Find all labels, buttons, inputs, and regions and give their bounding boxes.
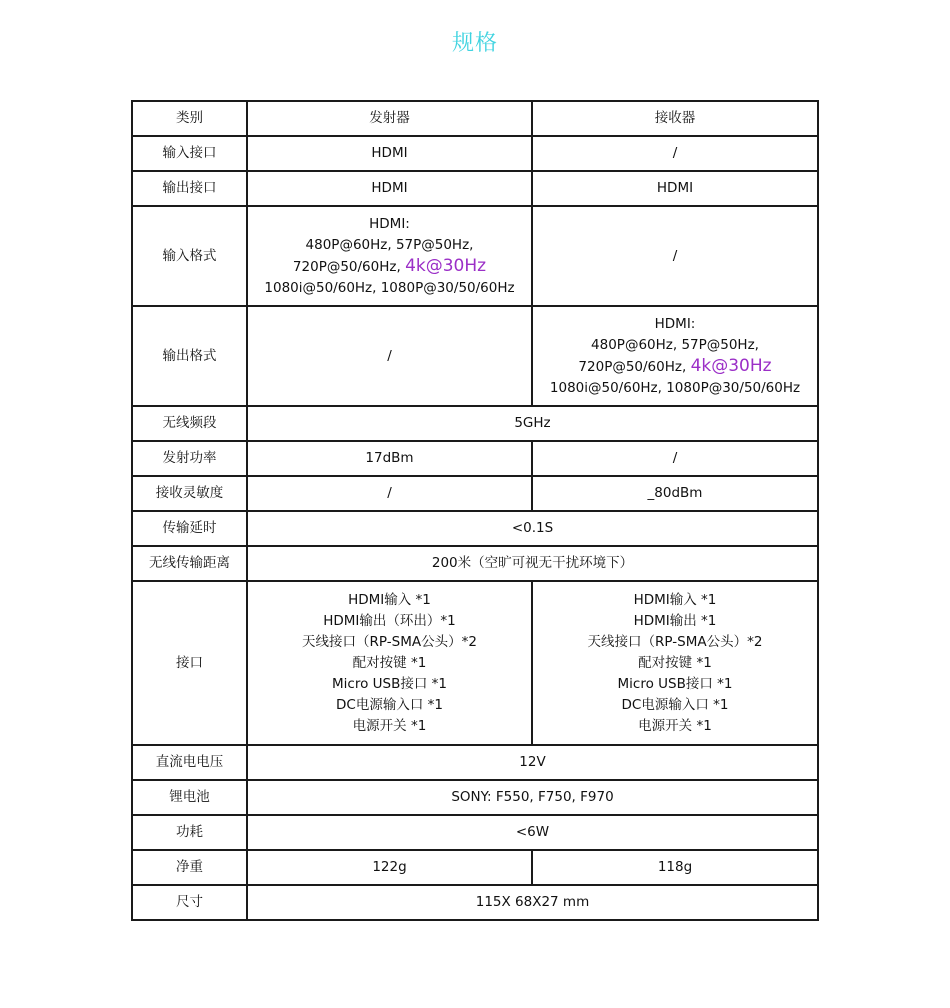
interface-item: Micro USB接口 *1 bbox=[332, 675, 447, 692]
highlight-4k: 4k@30Hz bbox=[690, 355, 772, 376]
interface-item: Micro USB接口 *1 bbox=[617, 675, 733, 692]
cell-tx: / bbox=[247, 306, 532, 406]
cell-rx-interfaces bbox=[532, 581, 818, 745]
cell-rx: / bbox=[532, 441, 818, 476]
interface-item: DC电源输入口 *1 bbox=[336, 696, 443, 713]
row-label: 无线传输距离 bbox=[132, 546, 247, 581]
format-line: 480P@60Hz, 57P@50Hz, bbox=[305, 236, 474, 253]
format-line: 1080i@50/60Hz, 1080P@30/50/60Hz bbox=[264, 279, 515, 296]
table-row bbox=[132, 815, 818, 850]
table-row bbox=[132, 780, 818, 815]
row-label: 功耗 bbox=[132, 815, 247, 850]
format-line: HDMI: bbox=[654, 315, 696, 332]
format-line: 480P@60Hz, 57P@50Hz, bbox=[591, 336, 759, 353]
cell-tx: HDMI bbox=[247, 171, 532, 206]
table-row bbox=[132, 476, 818, 511]
interface-item: 配对按键 *1 bbox=[352, 654, 427, 671]
format-line bbox=[252, 256, 527, 278]
interface-item: 电源开关 *1 bbox=[352, 717, 427, 734]
format-line: HDMI: bbox=[369, 215, 410, 232]
cell-tx: / bbox=[247, 476, 532, 511]
cell-rx: _80dBm bbox=[532, 476, 818, 511]
table-row bbox=[132, 136, 818, 171]
row-label: 锂电池 bbox=[132, 780, 247, 815]
table-row bbox=[132, 171, 818, 206]
interface-item: 配对按键 *1 bbox=[638, 654, 712, 671]
header-category: 类别 bbox=[132, 101, 247, 136]
cell-rx: / bbox=[532, 206, 818, 306]
format-sep: , bbox=[681, 358, 687, 375]
interface-item: 天线接口（RP-SMA公头）*2 bbox=[587, 633, 763, 650]
row-label: 直流电电压 bbox=[132, 745, 247, 780]
table-row bbox=[132, 546, 818, 581]
cell-rx-format bbox=[532, 306, 818, 406]
interface-item: 电源开关 *1 bbox=[638, 717, 712, 734]
row-label: 尺寸 bbox=[132, 885, 247, 920]
cell-tx: 122g bbox=[247, 850, 532, 885]
row-label: 输出接口 bbox=[132, 171, 247, 206]
row-label: 净重 bbox=[132, 850, 247, 885]
row-label: 输出格式 bbox=[132, 306, 247, 406]
interface-item: HDMI输入 *1 bbox=[633, 591, 717, 608]
table-row bbox=[132, 306, 818, 406]
row-label: 传输延时 bbox=[132, 511, 247, 546]
cell-value: <0.1S bbox=[247, 511, 818, 546]
header-transmitter: 发射器 bbox=[247, 101, 532, 136]
format-line bbox=[537, 356, 813, 378]
cell-tx: 17dBm bbox=[247, 441, 532, 476]
row-label: 输入格式 bbox=[132, 206, 247, 306]
interface-item: HDMI输出（环出）*1 bbox=[323, 612, 456, 629]
cell-value: 5GHz bbox=[247, 406, 818, 441]
table-row bbox=[132, 206, 818, 306]
table-row bbox=[132, 441, 818, 476]
table-row bbox=[132, 101, 818, 136]
table-row bbox=[132, 850, 818, 885]
format-sep: , bbox=[396, 258, 401, 275]
table-row bbox=[132, 406, 818, 441]
cell-rx: HDMI bbox=[532, 171, 818, 206]
interface-item: HDMI输出 *1 bbox=[633, 612, 717, 629]
interface-item: HDMI输入 *1 bbox=[348, 591, 431, 608]
table-row bbox=[132, 885, 818, 920]
table-row bbox=[132, 581, 818, 745]
page-title: 规格 bbox=[451, 31, 498, 56]
row-label: 无线频段 bbox=[132, 406, 247, 441]
cell-rx: 118g bbox=[532, 850, 818, 885]
format-text: 720P@50/60Hz bbox=[292, 258, 397, 275]
cell-tx: HDMI bbox=[247, 136, 532, 171]
cell-tx-interfaces bbox=[247, 581, 532, 745]
row-label: 发射功率 bbox=[132, 441, 247, 476]
format-text: 720P@50/60Hz bbox=[578, 358, 682, 375]
cell-value: <6W bbox=[247, 815, 818, 850]
row-label: 接收灵敏度 bbox=[132, 476, 247, 511]
table-row bbox=[132, 511, 818, 546]
spec-table bbox=[131, 100, 819, 921]
cell-value: 200米（空旷可视无干扰环境下） bbox=[247, 546, 818, 581]
cell-value: 115X 68X27 mm bbox=[247, 885, 818, 920]
table-row bbox=[132, 745, 818, 780]
cell-tx-format bbox=[247, 206, 532, 306]
interface-item: DC电源输入口 *1 bbox=[621, 696, 729, 713]
format-line: 1080i@50/60Hz, 1080P@30/50/60Hz bbox=[549, 379, 801, 396]
row-label: 接口 bbox=[132, 581, 247, 745]
row-label: 输入接口 bbox=[132, 136, 247, 171]
cell-rx: / bbox=[532, 136, 818, 171]
interface-item: 天线接口（RP-SMA公头）*2 bbox=[302, 633, 477, 650]
cell-value: 12V bbox=[247, 745, 818, 780]
cell-value: SONY: F550, F750, F970 bbox=[247, 780, 818, 815]
header-receiver: 接收器 bbox=[532, 101, 818, 136]
highlight-4k: 4k@30Hz bbox=[405, 255, 487, 276]
